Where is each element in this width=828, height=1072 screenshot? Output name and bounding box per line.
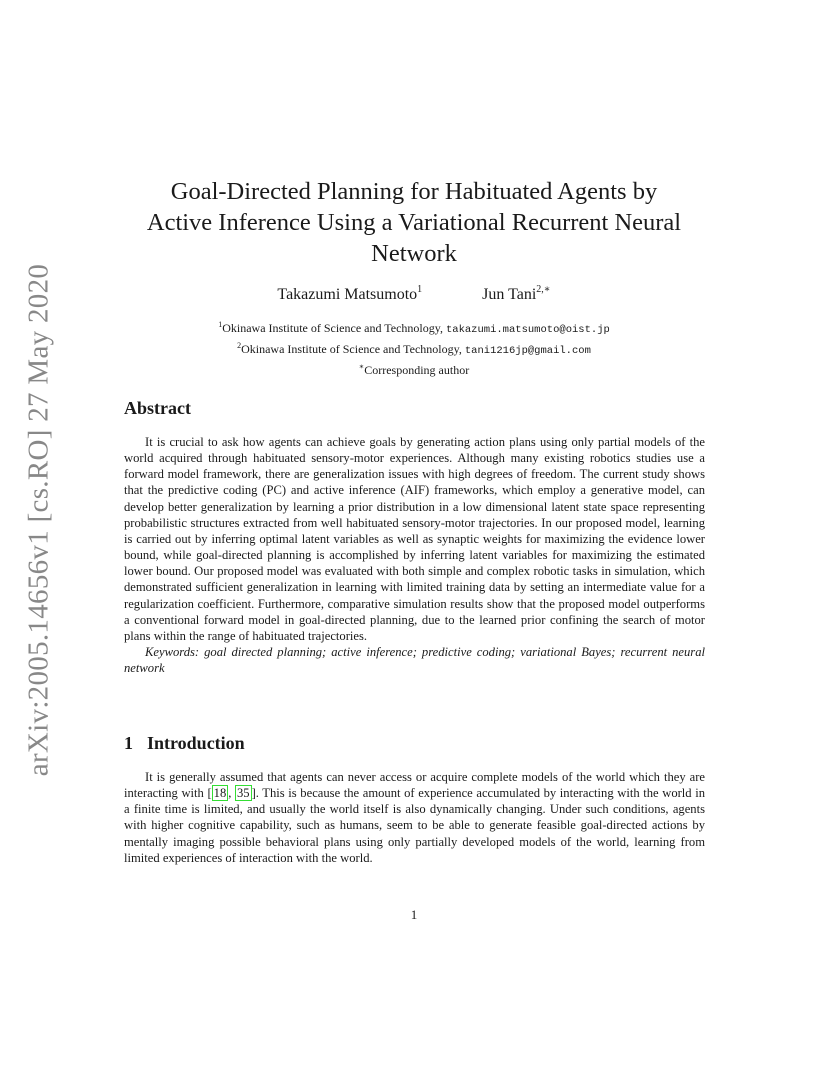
author-list bbox=[100, 284, 728, 304]
title-line: Goal-Directed Planning for Habituated Agents by bbox=[170, 178, 658, 205]
citation-link[interactable]: 18 bbox=[213, 786, 227, 801]
section-heading-introduction bbox=[124, 733, 245, 754]
paragraph-text: ]. This is because the amount of experience accumulated by interacting with the world in a finite time is limited, and usually the world itself is also dynamically changing. Under such conditions, agents with higher cognitive capability, such as humans, seem to be able to generate feasible goal-directed actions by mentally imaging possible behavioral plans using only partially developed models of the world, learning from limited experiences of interaction with the world. bbox=[124, 786, 705, 865]
section-title: Introduction bbox=[147, 733, 245, 753]
affiliations bbox=[100, 317, 728, 378]
affiliation-text: Corresponding author bbox=[364, 363, 470, 377]
author-email-link[interactable]: takazumi.matsumoto@oist.jp bbox=[445, 324, 610, 336]
title-line: Network bbox=[371, 240, 457, 267]
abstract-heading: Abstract bbox=[124, 398, 191, 418]
page-number: 1 bbox=[410, 907, 418, 922]
arxiv-identifier-stamp: arXiv:2005.14656v1 [cs.RO] 27 May 2020 bbox=[22, 263, 55, 777]
paragraph-text: It is generally assumed that agents can never access or acquire complete models of the world which they are interacting with [ bbox=[124, 770, 705, 801]
author-name: Takazumi Matsumoto bbox=[277, 286, 418, 303]
affiliation-text: Okinawa Institute of Science and Technology, bbox=[222, 321, 446, 335]
affiliation-line bbox=[100, 317, 728, 338]
keywords: Keywords: goal directed planning; active inference; predictive coding; variational Bayes; recurrent neural network bbox=[124, 645, 705, 676]
corresponding-author-note bbox=[100, 359, 728, 378]
citation-link[interactable]: 35 bbox=[237, 786, 250, 801]
affiliation-mark: 2 bbox=[237, 341, 242, 350]
author-name: Jun Tani bbox=[482, 286, 537, 303]
introduction-paragraph bbox=[124, 769, 705, 866]
author-affiliation-mark: 1 bbox=[417, 284, 423, 295]
citation-separator: , bbox=[228, 786, 235, 801]
author-affiliation-mark: 2,∗ bbox=[536, 284, 551, 295]
affiliation-line bbox=[100, 338, 728, 359]
abstract-body bbox=[124, 434, 705, 676]
author-email-link[interactable]: tani1216jp@gmail.com bbox=[464, 345, 591, 357]
title-line: Active Inference Using a Variational Recurrent Neural bbox=[146, 209, 682, 236]
abstract-paragraph: It is crucial to ask how agents can achieve goals by generating action plans using only partial models of the world acquired through habituated sensory-motor experiences. Although many existing robotics studies use a forward model framework, there are generalization issues with high degrees of freedom. The current study shows that the predictive coding (PC) and active inference (AIF) frameworks, which employ a generative model, can develop better generalization by learning a prior distribution in a low dimensional latent state space representing probabilistic structures extracted from well habituated sensory-motor trajectories. In our proposed model, learning is carried out by inferring optimal latent variables as well as synaptic weights for maximizing the evidence lower bound, while goal-directed planning is accomplished by inferring latent variables for maximizing the estimated lower bound. Our proposed model was evaluated with both simple and complex robotic tasks in simulation, which demonstrated sufficient generalization in learning with limited training data by setting an intermediate value for a regularization coefficient. Furthermore, comparative simulation results show that the proposed model outperforms a conventional forward model in goal-directed planning, due to the learned prior confining the search of motor plans within the range of habituated trajectories. bbox=[124, 435, 705, 643]
section-number: 1 bbox=[124, 733, 133, 753]
affiliation-text: Okinawa Institute of Science and Technology, bbox=[241, 342, 465, 356]
introduction-body bbox=[124, 769, 705, 866]
author bbox=[277, 284, 422, 304]
author bbox=[482, 284, 550, 304]
paper-title bbox=[100, 176, 728, 269]
affiliation-mark: 1 bbox=[218, 320, 223, 329]
affiliation-mark: ∗ bbox=[358, 362, 365, 371]
